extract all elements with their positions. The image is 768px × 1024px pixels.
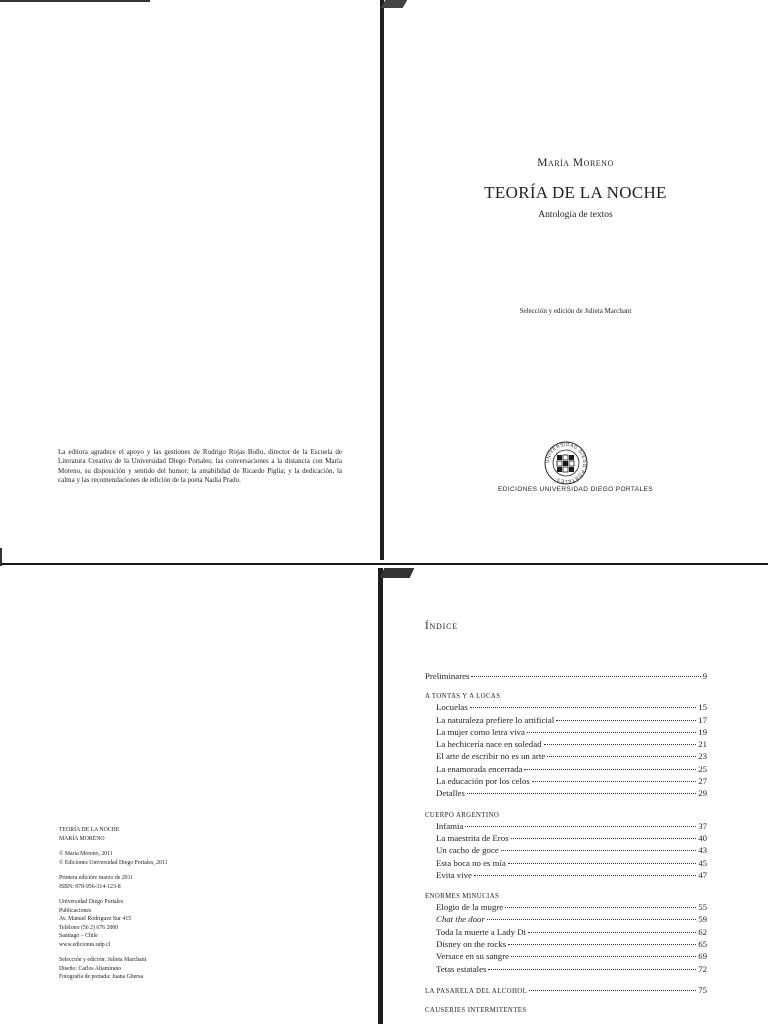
toc-entry-page: 65 <box>698 939 707 950</box>
toc-entry-title: Preliminares <box>425 671 470 681</box>
toc-entry-page: 15 <box>698 702 707 713</box>
toc-entry <box>425 858 707 870</box>
toc-leader <box>532 781 696 782</box>
colophon <box>59 826 279 989</box>
university-seal-icon <box>543 440 589 486</box>
toc-entry-page: 23 <box>698 751 707 762</box>
toc-entry-title: Infamia <box>436 820 464 831</box>
toc-entry-title: Disney on the rocks <box>436 939 507 950</box>
toc-leader <box>487 919 696 920</box>
toc-entry <box>425 821 707 833</box>
colophon-line: Diseño: Carlos Altamirano <box>59 965 122 972</box>
toc-entry <box>425 764 707 776</box>
toc-leader <box>529 990 696 991</box>
toc-entry-page: 55 <box>698 902 707 913</box>
book-author: María Moreno <box>537 157 614 169</box>
toc-entry-page: 47 <box>698 869 707 880</box>
toc-entry-title: La hechicería nace en soledad <box>436 739 542 750</box>
toc-section-heading: ENORMES MINUCIAS <box>425 893 500 901</box>
toc-leader <box>547 756 696 757</box>
toc-leader <box>465 826 696 827</box>
toc-entry <box>425 927 707 939</box>
colophon-line: Publicaciones <box>59 907 92 914</box>
toc-entry <box>425 739 707 751</box>
toc-entry <box>425 870 707 882</box>
toc-entry-page: 37 <box>698 820 707 831</box>
toc-entry <box>425 939 707 951</box>
toc-entry-title: Chat the door <box>436 914 485 925</box>
colophon-line: Primera edición: marzo de 2011 <box>59 875 134 881</box>
toc-entry-page: 27 <box>698 776 707 787</box>
colophon-edition-block <box>59 874 279 891</box>
colophon-line: MARÍA MORENO <box>59 835 105 842</box>
toc-entry <box>425 985 707 997</box>
book-gutter-lower <box>378 568 383 1024</box>
toc-leader <box>508 944 696 945</box>
colophon-line: ISBN: 978-956-314-123-8 <box>59 883 121 890</box>
colophon-line: Selección y edición: Julieta Marchant <box>59 957 147 963</box>
spread-divider <box>0 563 768 565</box>
colophon-copyright-block <box>59 850 279 867</box>
toc-entry-title: El arte de escribir no es un arte <box>436 751 546 762</box>
colophon-line: Fotografía de portada: Juana Ghersa <box>59 974 144 980</box>
toc-entry-page: 40 <box>698 832 707 843</box>
toc-entry-title: La educación por los celos <box>436 776 530 787</box>
colophon-line: Teléfono (56 2) 676 2000 <box>59 924 119 931</box>
seal-ring-text: UNIVERSIDAD DIEGO PORTALES <box>544 441 588 485</box>
toc-entry-page: 17 <box>698 714 707 725</box>
colophon-line: Universidad Diego Portales <box>59 899 124 905</box>
toc-entry <box>425 964 707 976</box>
page-edge <box>0 0 150 2</box>
toc-leader <box>544 744 697 745</box>
toc-leader <box>527 732 696 733</box>
toc-section-heading: A TONTAS Y A LOCAS <box>425 693 501 701</box>
toc-entry-title: Evita vive <box>436 869 472 880</box>
toc-section-heading: CAUSERIES INTERMITENTES <box>425 1007 527 1015</box>
publisher-name: EDICIONES UNIVERSIDAD DIEGO PORTALES <box>497 486 654 493</box>
toc-entry-title: Tetas estatales <box>436 963 487 974</box>
toc-entry-page: 21 <box>698 739 707 750</box>
toc-entry <box>425 702 707 714</box>
colophon-credits-block <box>59 956 279 982</box>
toc-entry <box>425 845 707 857</box>
colophon-line: © María Moreno, 2011 <box>59 851 113 857</box>
toc-entry-title: Locuelas <box>436 702 468 713</box>
toc-leader <box>505 907 696 908</box>
toc-entry-page: 72 <box>698 963 707 974</box>
toc-leader <box>528 932 696 933</box>
book-title: TEORÍA DE LA NOCHE <box>484 183 667 202</box>
colophon-line: © Ediciones Universidad Diego Portales, 2011 <box>59 859 168 866</box>
colophon-line: TEORÍA DE LA NOCHE <box>59 827 120 833</box>
toc-entry-page: 69 <box>698 951 707 962</box>
toc-section-heading: CUERPO ARGENTINO <box>425 811 500 819</box>
toc-entry-title: Un cacho de goce <box>436 845 499 856</box>
toc-entry-page: 9 <box>702 671 707 681</box>
toc-entry-page: 59 <box>698 914 707 925</box>
acknowledgement-text: La editora agradece el apoyo y las gestiones de Rodrigo Rojas Bollo, director de la Escuela de Literatura Creativa de la Universidad Diego Portales; las conversaciones a la distancia con María Moreno, su disposición y sentido del humor; la amabilidad de Ricardo Piglia; y la dedicación, la calma y las recomendaciones de edición de la poeta Nadia Prado. <box>58 448 342 484</box>
toc-entry-page: 29 <box>698 788 707 799</box>
colophon-line: Santiago – Chile <box>59 933 98 939</box>
toc-leader <box>501 850 696 851</box>
book-subtitle: Antología de textos <box>538 210 613 220</box>
toc-entry-title: La enamorada encerrada <box>436 763 523 774</box>
toc-entry <box>425 751 707 763</box>
index-heading: Índice <box>425 620 458 632</box>
toc-leader <box>467 793 696 794</box>
toc-leader <box>511 838 697 839</box>
colophon-line: www.ediciones.udp.cl <box>59 941 111 948</box>
page-edge-mark <box>0 548 2 566</box>
toc-entry-title: Toda la muerte a Lady Di <box>436 926 527 937</box>
toc-entry <box>425 788 707 800</box>
toc-leader <box>474 875 696 876</box>
toc-entry-title: Versace en su sangre <box>436 951 510 962</box>
editor-credit: Selección y edición de Julieta Marchant <box>519 307 632 315</box>
table-of-contents <box>425 671 707 1016</box>
toc-leader <box>511 956 696 957</box>
toc-entry <box>425 902 707 914</box>
toc-entry-title: La maestrita de Eros <box>436 832 509 843</box>
colophon-line: Av. Manuel Rodríguez Sur 415 <box>59 916 132 922</box>
toc-entry-page: 25 <box>698 763 707 774</box>
toc-entry-page: 19 <box>698 726 707 737</box>
toc-entry-page: 43 <box>698 845 707 856</box>
toc-entry <box>425 776 707 788</box>
toc-entry-title: Detalles <box>436 788 465 799</box>
toc-entry-title: La naturaleza prefiere lo artificial <box>436 714 555 725</box>
toc-entry <box>425 727 707 739</box>
toc-entry-page: 45 <box>698 857 707 868</box>
toc-entry-title: La mujer como letra viva <box>436 726 525 737</box>
toc-entry-title: Esta boca no es mía <box>436 857 506 868</box>
toc-entry <box>425 715 707 727</box>
toc-entry <box>425 833 707 845</box>
toc-entry-title: Elogio de la mugre <box>436 902 504 913</box>
book-gutter-upper <box>380 0 384 560</box>
toc-entry-page: 62 <box>698 926 707 937</box>
toc-entry <box>425 671 707 683</box>
toc-entry <box>425 951 707 963</box>
toc-leader <box>524 769 696 770</box>
toc-leader <box>488 969 696 970</box>
toc-entry-page: 75 <box>698 984 707 995</box>
toc-leader <box>470 707 696 708</box>
toc-leader <box>508 863 696 864</box>
colophon-title-block <box>59 826 279 843</box>
colophon-publisher-block <box>59 898 279 949</box>
toc-entry-title: LA PASARELA DEL ALCOHOL <box>425 987 528 995</box>
toc-entry <box>425 914 707 926</box>
toc-leader <box>556 720 696 721</box>
toc-leader <box>471 676 700 677</box>
